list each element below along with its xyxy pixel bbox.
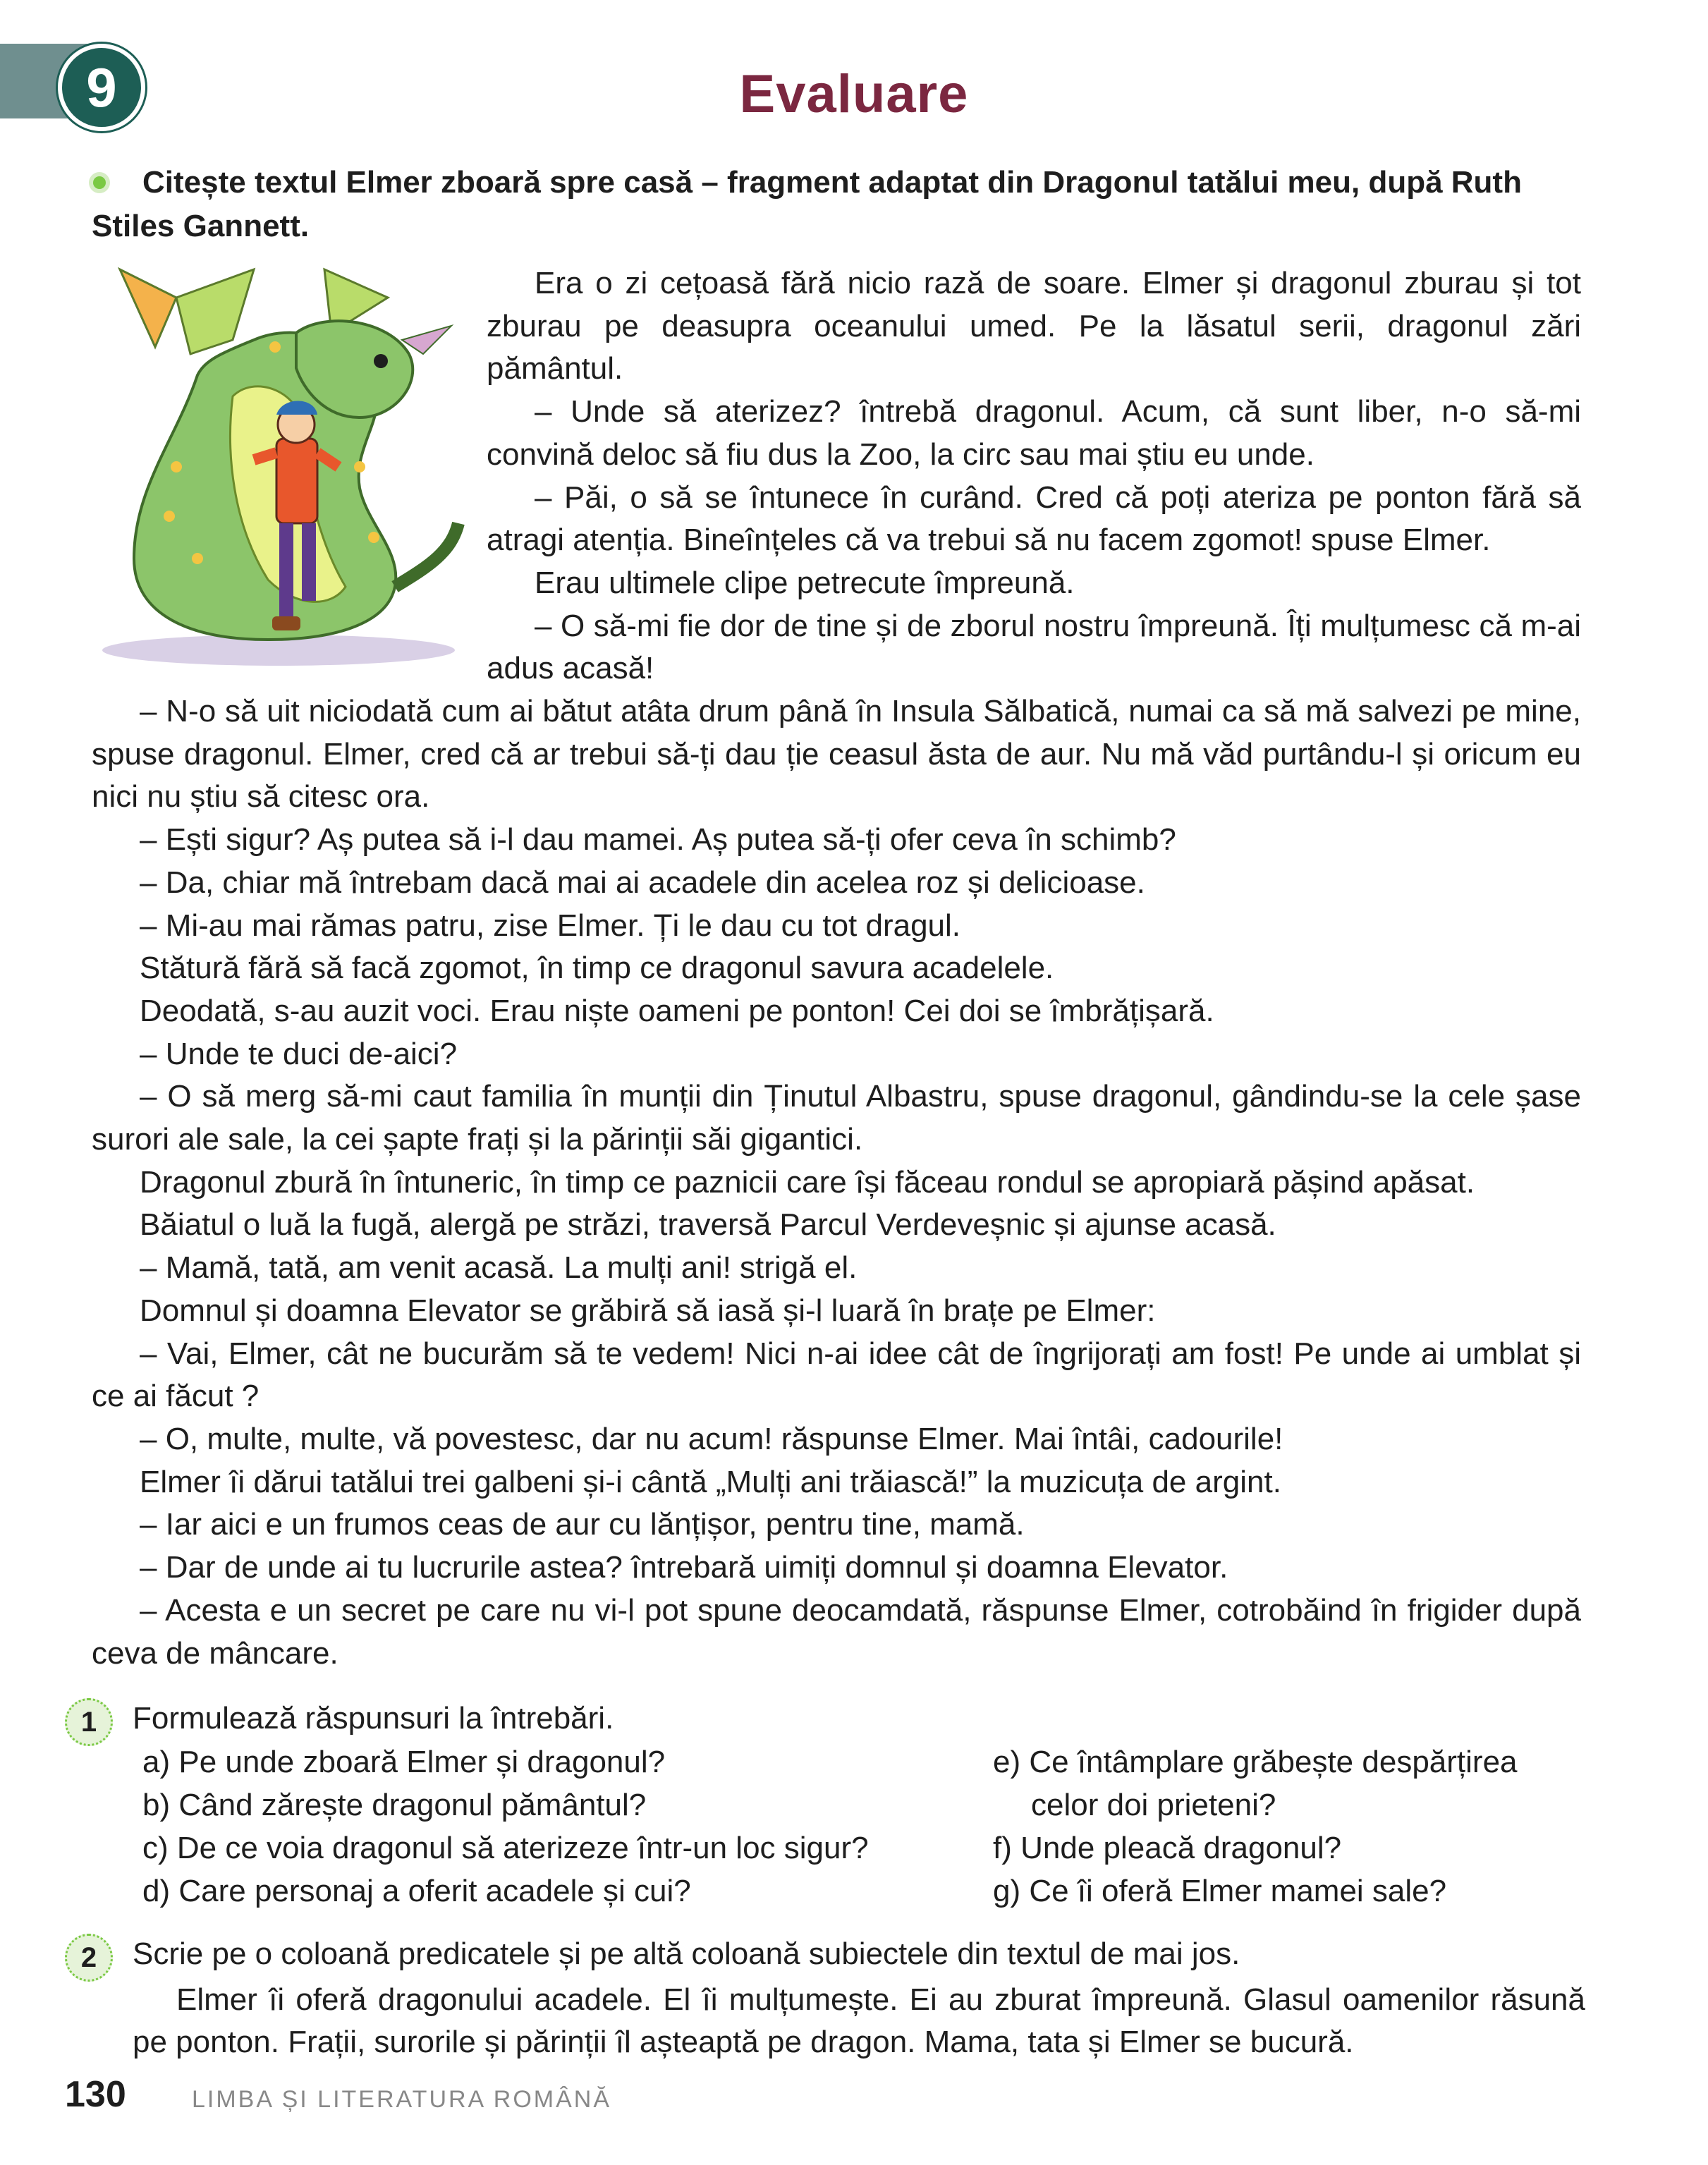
question-c: c) De ce voia dragonul să aterizeze într-un loc sigur? (142, 1831, 869, 1865)
exercise-1 (65, 1698, 1595, 1910)
story-text (92, 262, 1581, 1675)
story-paragraph: Deodată, s-au auzit voci. Erau niște oameni pe ponton! Cei doi se îmbrățișară. (140, 993, 1214, 1028)
bullet-icon (93, 176, 106, 189)
question-e: e) Ce întâmplare grăbește despărțirea (993, 1745, 1518, 1779)
question-e-continued: celor doi prieteni? (1031, 1788, 1276, 1822)
question-a: a) Pe unde zboară Elmer și dragonul? (142, 1745, 666, 1779)
story-paragraph: – O să merg să-mi caut familia în munții din Ținutul Albastru, spuse dragonul, gândindu-se la cele șase surori ale sale, la cei șapte frați și la părinții săi gigantici. (92, 1079, 1581, 1157)
exercise-instruction: Formulează răspunsuri la întrebări. (133, 1701, 614, 1736)
story-paragraph: – Da, chiar mă întrebam dacă mai ai acadele din acelea roz și delicioase. (140, 865, 1145, 900)
story-paragraph: – Ești sigur? Aș putea să i-l dau mamei. Aș putea să-ți ofer ceva în schimb? (140, 822, 1176, 858)
story-paragraph: – N-o să uit niciodată cum ai bătut atâta drum până în Insula Sălbatică, numai ca să mă salvezi pe mine, spuse dragonul. Elmer, cred că ar trebui să-ți dau ție ceasul ăsta de aur. Nu mă văd purtându-l și oricum eu nici nu știu să citesc ora. (92, 694, 1581, 815)
story-paragraph: Erau ultimele clipe petrecute împreună. (535, 565, 1075, 600)
reading-instruction (92, 161, 1587, 248)
story-paragraph: Elmer îi dărui tatălui trei galbeni și-i cântă „Mulți ani trăiască!” la muzicuța de argint. (140, 1464, 1281, 1499)
reading-instruction-text: Citește textul Elmer zboară spre casă – fragment adaptat din Dragonul tatălui meu, după Ruth Stiles Gannett. (92, 165, 1522, 243)
story-paragraph: – Dar de unde ai tu lucrurile astea? întrebară uimiți domnul și doamna Elevator. (140, 1550, 1228, 1585)
question-g: g) Ce îi oferă Elmer mamei sale? (993, 1874, 1447, 1908)
story-paragraph: – Acesta e un secret pe care nu vi-l pot spune deocamdată, răspunse Elmer, cotrobăind în frigider după ceva de mâncare. (92, 1592, 1581, 1671)
story-paragraph: Domnul și doamna Elevator se grăbiră să iasă și-l luară în brațe pe Elmer: (140, 1293, 1156, 1328)
story-paragraph: – Iar aici e un frumos ceas de aur cu lănțișor, pentru tine, mamă. (140, 1507, 1025, 1542)
exercise-2 (65, 1934, 1595, 2068)
question-d: d) Care personaj a oferit acadele și cui? (142, 1874, 691, 1908)
story-paragraph: Stătură fără să facă zgomot, în timp ce dragonul savura acadelele. (140, 951, 1054, 986)
story-paragraph: Dragonul zbură în întuneric, în timp ce paznicii care își făceau rondul se apropiară pășind apăsat. (140, 1164, 1475, 1200)
story-paragraph: – Unde să aterizez? întrebă dragonul. Acum, că sunt liber, n-o să-mi convină deloc să fiu dus la Zoo, la circ sau mai știu eu unde. (487, 394, 1581, 472)
page-title: Evaluare (739, 64, 969, 124)
exercise-text-content: Elmer îi oferă dragonului acadele. El îi mulțumește. Ei au zburat împreună. Glasul oamenilor răsună pe ponton. Frații, surorile și părinții îl așteaptă pe dragon. Mama, tata și Elmer se bucură. (133, 1982, 1585, 2059)
exercise-number-badge: 1 (65, 1698, 113, 1746)
page-number: 130 (65, 2074, 126, 2115)
question-b: b) Când zărește dragonul pământul? (142, 1788, 647, 1822)
story-paragraph: – Mamă, tată, am venit acasă. La mulți ani! strigă el. (140, 1250, 858, 1286)
story-paragraph: – Păi, o să se întunece în curând. Cred că poți ateriza pe ponton fără să atragi atenția. Bineînțeles că va trebui să nu facem zgomot! spuse Elmer. (487, 480, 1581, 558)
question-f: f) Unde pleacă dragonul? (993, 1831, 1342, 1865)
story-paragraph: – O să-mi fie dor de tine și de zborul nostru împreună. Îți mulțumesc că m-ai adus acasă! (487, 608, 1581, 686)
exercise-text (133, 1979, 1585, 2063)
story-paragraph: Era o zi cețoasă fără nicio rază de soare. Elmer și dragonul zburau și tot zburau pe deasupra oceanului umed. Pe la lăsatul serii, dragonul zări pământul. (487, 266, 1581, 386)
story-paragraph: Băiatul o luă la fugă, alergă pe străzi, traversă Parcul Verdeveșnic și ajunse acasă. (140, 1207, 1276, 1243)
exercise-instruction: Scrie pe o coloană predicatele și pe altă coloană subiectele din textul de mai jos. (133, 1937, 1240, 1971)
exercise-number-badge: 2 (65, 1934, 113, 1982)
illustration-space (92, 262, 487, 678)
story-paragraph: – Vai, Elmer, cât ne bucurăm să te vedem! Nici n-ai idee cât de îngrijorați am fost! Pe unde ai umblat și ce ai făcut ? (92, 1336, 1581, 1414)
story-paragraph: – O, multe, multe, vă povestesc, dar nu acum! răspunse Elmer. Mai întâi, cadourile! (140, 1421, 1283, 1456)
subject-name: LIMBA ȘI LITERATURA ROMÂNĂ (192, 2086, 612, 2113)
story-paragraph: – Unde te duci de-aici? (140, 1036, 458, 1071)
story-paragraph: – Mi-au mai rămas patru, zise Elmer. Ți le dau cu tot dragul. (140, 908, 961, 943)
chapter-number-badge: 9 (58, 44, 145, 131)
